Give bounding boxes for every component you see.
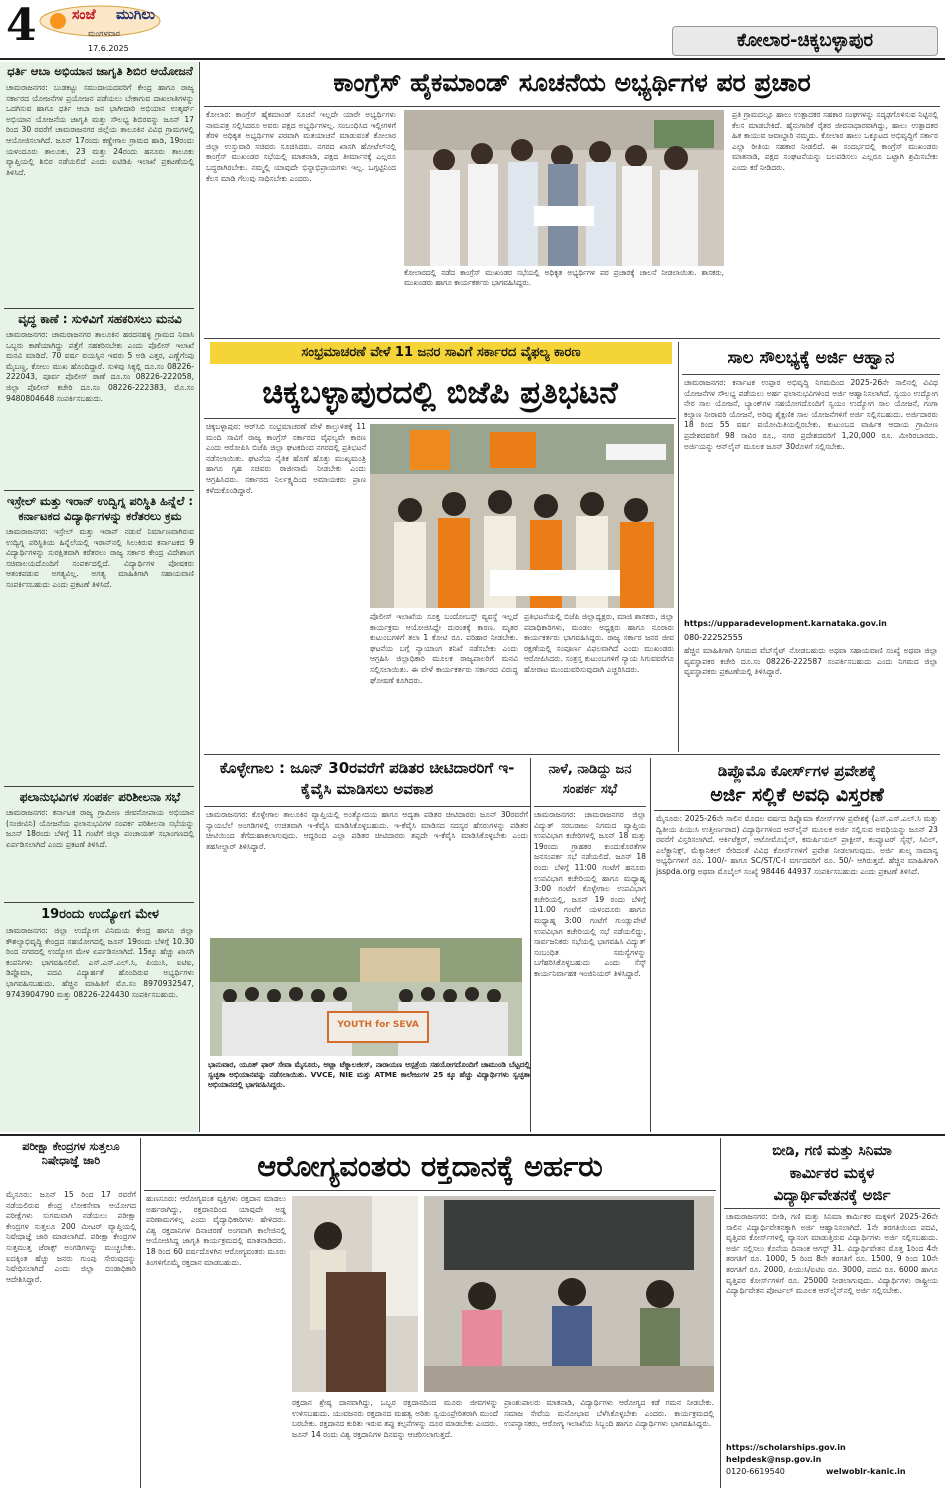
scholarship-body: ಚಾಮರಾಜನಗರ: ಬೀಡಿ, ಗಣಿ ಮತ್ತು ಸಿನಿಮಾ ಕಾರ್ಮಿಕರ ಮಕ್ಕಳಿಗೆ 2025-26ನೇ ಸಾಲಿನ ವಿದ್ಯಾರ್ಥಿವೇತನಕ್ಕಾಗಿ ಅರ್ಜಿ ಆಹ್ವಾನಿಸಲಾಗಿದೆ. 1ನೇ ತರಗತಿಯಿಂದ ಪದವಿ, ವೃತ್ತಿಪರ ಕೋರ್ಸ್‌ಗಳಲ್ಲಿ ವ್ಯಾಸಂಗ ಮಾಡುತ್ತಿರುವ ವಿದ್ಯಾರ್ಥಿಗಳು ಅರ್ಜಿ ಸಲ್ಲಿಸಬಹುದು. ಅರ್ಜಿ ಸಲ್ಲಿಸಲು ಕೊನೆಯ ದಿನಾಂಕ ಆಗಸ್ಟ್ 31. ವಿದ್ಯಾರ್ಥಿವೇತನ ಮೊತ್ತ 1ರಿಂದ 4ನೇ ತರಗತಿಗೆ ರೂ. 1000, 5 ರಿಂದ 8ನೇ ತರಗತಿಗೆ ರೂ. 1500, 9 ರಿಂದ 10ನೇ ತರಗತಿಗೆ ರೂ. 2000, ಪಿಯುಸಿ/ಐಟಿಐ ರೂ. 3000, ಪದವಿ ರೂ. 6000 ಹಾಗೂ ವೃತ್ತಿಪರ ಕೋರ್ಸ್‌ಗಳಿಗೆ ರೂ. 25000 ನೀಡಲಾಗುವುದು. ವಿದ್ಯಾರ್ಥಿಗಳು ರಾಷ್ಟ್ರೀಯ ವಿದ್ಯಾರ್ಥಿವೇತನ ಪೋರ್ಟಲ್ ಮೂಲಕ ಆನ್‌ಲೈನ್‌ನಲ್ಲಿ ಅರ್ಜಿ ಸಲ್ಲಿಸಬೇಕು. — [726, 1212, 938, 1296]
bjp-column-1: ಚಿಕ್ಕಬಳ್ಳಾಪುರ: ಆರ್‌ಸಿಬಿ ಸಂಭ್ರಮಾಚರಣೆ ವೇಳೆ ಕಾಲ್ತುಳಿತಕ್ಕೆ 11 ಮಂದಿ ಸಾವಿಗೆ ರಾಜ್ಯ ಕಾಂಗ್ರೆಸ್ ಸರ್ಕಾರದ ವೈಫಲ್ಯವೇ ಕಾರಣ ಎಂದು ಆರೋಪಿಸಿ ಬಿಜೆಪಿ ಜಿಲ್ಲಾ ಘಟಕದಿಂದ ನಗರದಲ್ಲಿ ಪ್ರತಿಭಟನೆ ನಡೆಸಲಾಯಿತು. ಘಟನೆಯ ನೈತಿಕ ಹೊಣೆ ಹೊತ್ತು ಮುಖ್ಯಮಂತ್ರಿ ಹಾಗೂ ಗೃಹ ಸಚಿವರು ರಾಜೀನಾಮೆ ನೀಡಬೇಕು ಎಂದು ಆಗ್ರಹಿಸಿದರು. ಸರ್ಕಾರದ ನಿರ್ಲಕ್ಷ್ಯದಿಂದ ಅಮಾಯಕರು ಪ್ರಾಣ ಕಳೆದುಕೊಂಡಿದ್ದಾರೆ. — [206, 422, 366, 495]
scholarship-headline-line1: ಬೀಡಿ, ಗಣಿ ಮತ್ತು ಸಿನಿಮಾ — [772, 1143, 892, 1159]
lead-column-3: ಪ್ರತಿ ಗ್ರಾಮದಲ್ಲೂ ಹಾಲು ಉತ್ಪಾದಕರ ಸಹಕಾರ ಸಂಘಗಳನ್ನು ಸದೃಢಗೊಳಿಸುವ ನಿಟ್ಟಿನಲ್ಲಿ ಕೆಲಸ ಮಾಡಬೇಕಿದೆ. ಹೈನುಗಾರಿಕೆ ರೈತರ ಜೀವನಾಧಾರವಾಗಿದ್ದು, ಹಾಲು ಉತ್ಪಾದಕರ ಹಿತ ಕಾಯುವ ಜವಾಬ್ದಾರಿ ನಮ್ಮದು. ಕೋಲಾರ ಹಾಲು ಒಕ್ಕೂಟದ ಅಭಿವೃದ್ಧಿಗೆ ಸರ್ಕಾರ ಎಲ್ಲಾ ರೀತಿಯ ಸಹಕಾರ ನೀಡಲಿದೆ. ಈ ಸಂದರ್ಭದಲ್ಲಿ ಕಾಂಗ್ರೆಸ್ ಮುಖಂಡರು ಮಾತನಾಡಿ, ಪಕ್ಷದ ಸಂಘಟನೆಯನ್ನು ಬಲಪಡಿಸಲು ಎಲ್ಲರೂ ಒಟ್ಟಾಗಿ ಶ್ರಮಿಸಬೇಕು ಎಂದು ಕರೆ ನೀಡಿದರು. — [732, 110, 938, 172]
scholarship-phone: 0120-6619540 — [726, 1467, 785, 1476]
exam-order-body: ಮೈಸೂರು: ಜೂನ್ 15 ರಿಂದ 17 ರವರೆಗೆ ನಡೆಯಲಿರುವ ಕೇಂದ್ರ ಲೋಕಸೇವಾ ಆಯೋಗದ ಪರೀಕ್ಷೆಗಳು ಸುಗಮವಾಗಿ ನಡೆಯಲು ಪರೀಕ್ಷಾ ಕೇಂದ್ರಗಳ ಸುತ್ತಲೂ 200 ಮೀಟರ್ ವ್ಯಾಪ್ತಿಯಲ್ಲಿ ನಿಷೇಧಾಜ್ಞೆ ಜಾರಿ ಮಾಡಲಾಗಿದೆ. ಪರೀಕ್ಷಾ ಕೇಂದ್ರಗಳ ಸುತ್ತಮುತ್ತ ಜೆರಾಕ್ಸ್ ಅಂಗಡಿಗಳನ್ನು ಮುಚ್ಚಬೇಕು. ಐದಕ್ಕಿಂತ ಹೆಚ್ಚು ಜನರು ಗುಂಪು ಸೇರುವುದನ್ನು ನಿಷೇಧಿಸಲಾಗಿದೆ ಎಂದು ಜಿಲ್ಲಾ ದಂಡಾಧಿಕಾರಿ ಆದೇಶಿಸಿದ್ದಾರೆ. — [6, 1190, 136, 1284]
left-article-1 — [6, 64, 194, 305]
diploma-headline-line2: ಅರ್ಜಿ ಸಲ್ಲಿಕೆ ಅವಧಿ ವಿಸ್ತರಣೆ — [710, 784, 884, 806]
lead-photo-caption: ಕೋಲಾರದಲ್ಲಿ ನಡೆದ ಕಾಂಗ್ರೆಸ್ ಮುಖಂಡರ ಸಭೆಯಲ್ಲಿ ಅಧಿಕೃತ ಅಭ್ಯರ್ಥಿಗಳ ಪರ ಪ್ರಚಾರಕ್ಕೆ ಚಾಲನೆ ನೀಡಲಾಯಿತು. ಶಾಸಕರು, ಮುಖಂಡರು ಹಾಗೂ ಕಾರ್ಯಕರ್ತರು ಭಾಗವಹಿಸಿದ್ದರು. — [404, 268, 724, 287]
article-body: ಚಾಮರಾಜನಗರ: ಜಿಲ್ಲಾ ಉದ್ಯೋಗ ವಿನಿಮಯ ಕೇಂದ್ರ ಹಾಗೂ ಜಿಲ್ಲಾ ಕೌಶಲ್ಯಾಭಿವೃದ್ಧಿ ಕೇಂದ್ರದ ಸಹಯೋಗದಲ್ಲಿ ಜೂನ್ 19ರಂದು ಬೆಳಿಗ್ಗೆ 10.30 ರಿಂದ ನಗರದಲ್ಲಿ ಉದ್ಯೋಗ ಮೇಳ ಏರ್ಪಡಿಸಲಾಗಿದೆ. 15ಕ್ಕೂ ಹೆಚ್ಚು ಖಾಸಗಿ ಕಂಪನಿಗಳು ಭಾಗವಹಿಸಲಿವೆ. ಎಸ್.ಎಸ್.ಎಲ್.ಸಿ, ಪಿಯುಸಿ, ಐಟಿಐ, ಡಿಪ್ಲೊಮಾ, ಪದವಿ ವಿದ್ಯಾರ್ಹತೆ ಹೊಂದಿರುವ ಅಭ್ಯರ್ಥಿಗಳು ಭಾಗವಹಿಸಬಹುದು. ಹೆಚ್ಚಿನ ಮಾಹಿತಿಗೆ ಮೊ.ಸಂ 8970932547, 9743904790 ಮತ್ತು 08226-224430 ಸಂಪರ್ಕಿಸಬಹುದು. — [6, 926, 194, 999]
diploma-body: ಮೈಸೂರು: 2025-26ನೇ ಸಾಲಿನ ಮೊದಲ ವರ್ಷದ ಡಿಪ್ಲೊಮಾ ಕೋರ್ಸ್‌ಗಳ ಪ್ರವೇಶಕ್ಕೆ (ಎಸ್.ಎಸ್.ಎಲ್.ಸಿ ಮತ್ತು ದ್ವಿತೀಯ ಪಿಯುಸಿ ಉತ್ತೀರ್ಣರಾದ) ವಿದ್ಯಾರ್ಥಿಗಳಿಂದ ಆನ್‌ಲೈನ್ ಮೂಲಕ ಅರ್ಜಿ ಸಲ್ಲಿಸುವ ಅವಧಿಯನ್ನು ಜೂನ್ 23 ರವರೆಗೆ ವಿಸ್ತರಿಸಲಾಗಿದೆ. ಆರ್ಕಿಟೆಕ್ಚರ್, ಆಟೋಮೊಬೈಲ್, ಕಮರ್ಷಿಯಲ್ ಪ್ರಾಕ್ಟೀಸ್, ಕಂಪ್ಯೂಟರ್ ಸೈನ್ಸ್, ಸಿವಿಲ್, ಎಲೆಕ್ಟ್ರಾನಿಕ್ಸ್, ಮೆಕ್ಯಾನಿಕಲ್ ಸೇರಿದಂತೆ ವಿವಿಧ ಕೋರ್ಸ್‌ಗಳಿಗೆ ಪ್ರವೇಶ ನೀಡಲಾಗುವುದು. ಅರ್ಜಿ ಶುಲ್ಕ ಸಾಮಾನ್ಯ ಅಭ್ಯರ್ಥಿಗಳಿಗೆ ರೂ. 100/- ಹಾಗೂ SC/ST/C-I ವರ್ಗದವರಿಗೆ ರೂ. 50/- ಆಗಿರುತ್ತದೆ. ಹೆಚ್ಚಿನ ಮಾಹಿತಿಗಾಗಿ jsspda.org ಅಥವಾ ಮೊಬೈಲ್ ಸಂಖ್ಯೆ 98446 44937 ಸಂಪರ್ಕಿಸಬಹುದು ಎಂದು ಪ್ರಕಟಣೆ ತಿಳಿಸಿದೆ. — [656, 814, 938, 876]
region-label: ಕೋಲಾರ-ಚಿಕ್ಕಬಳ್ಳಾಪುರ — [672, 26, 938, 56]
bjp-column-2: ಪೊಲೀಸ್ ಇಲಾಖೆಯ ಸೂಕ್ತ ಬಂದೋಬಸ್ತ್ ವ್ಯವಸ್ಥೆ ಇಲ್ಲದೆ ಕಾರ್ಯಕ್ರಮ ಆಯೋಜಿಸಿದ್ದೇ ದುರಂತಕ್ಕೆ ಕಾರಣ. ಮೃತರ ಕುಟುಂಬಗಳಿಗೆ ತಲಾ 1 ಕೋಟಿ ರೂ. ಪರಿಹಾರ ನೀಡಬೇಕು. ಘಟನೆಯ ಬಗ್ಗೆ ನ್ಯಾಯಾಂಗ ತನಿಖೆ ನಡೆಸಬೇಕು ಎಂದು ಆಗ್ರಹಿಸಿ ಜಿಲ್ಲಾಧಿಕಾರಿ ಮೂಲಕ ರಾಜ್ಯಪಾಲರಿಗೆ ಮನವಿ ಸಲ್ಲಿಸಲಾಯಿತು. ಈ ವೇಳೆ ಕಾರ್ಯಕರ್ತರು ಸರ್ಕಾರದ ವಿರುದ್ಧ ಘೋಷಣೆ ಕೂಗಿದರು. — [370, 612, 518, 685]
youth-for-seva-banner: YOUTH for SEVA — [337, 1020, 419, 1030]
left-article-4 — [6, 790, 194, 880]
blood-headline: ಆರೋಗ್ಯವಂತರು ರಕ್ತದಾನಕ್ಕೆ ಅರ್ಹರು — [257, 1149, 603, 1183]
loan-body-2: ಹೆಚ್ಚಿನ ಮಾಹಿತಿಗಾಗಿ ನಿಗಮದ ವೆಬ್‌ಸೈಟ್ ನೋಡಬಹುದು ಅಥವಾ ಸಹಾಯವಾಣಿ ಸಂಖ್ಯೆ ಅಥವಾ ಜಿಲ್ಲಾ ವ್ಯವಸ್ಥಾಪಕರ ಕಚೇರಿ ದೂ.ಸಂ 08226-222587 ಸಂಪರ್ಕಿಸಬಹುದು ಎಂದು ನಿಗಮದ ಜಿಲ್ಲಾ ವ್ಯವಸ್ಥಾಪಕರು ಪ್ರಕಟಣೆಯಲ್ಲಿ ತಿಳಿಸಿದ್ದಾರೆ. — [684, 646, 938, 677]
article-body: ಚಾಮರಾಜನಗರ: ಕರ್ನಾಟಕ ರಾಜ್ಯ ಗ್ರಾಮೀಣ ಜೀವನೋಪಾಯ ಅಭಿಯಾನ (ಸಂಜೀವಿನಿ) ಯೋಜನೆಯ ಫಲಾನುಭವಿಗಳ ಸಂಪರ್ಕ ಪರಿಶೀಲನಾ ಸಭೆಯನ್ನು ಜೂನ್ 18ರಂದು ಬೆಳಿಗ್ಗೆ 11 ಗಂಟೆಗೆ ಜಿಲ್ಲಾ ಪಂಚಾಯತ್ ಸಭಾಂಗಣದಲ್ಲಿ ಏರ್ಪಡಿಸಲಾಗಿದೆ ಎಂದು ಪ್ರಕಟಣೆ ತಿಳಿಸಿದೆ. — [6, 808, 194, 849]
scholarship-email-2: welwoblr-kanic.in — [826, 1467, 906, 1476]
ekyc-headline: ಕೊಳ್ಳೇಗಾಲ : ಜೂನ್ 30ರವರೆಗೆ ಪಡಿತರ ಚೀಟಿದಾರರಿಗೆ ಇ-ಕೈವೈಸಿ ಮಾಡಿಸಲು ಅವಕಾಶ — [219, 759, 515, 798]
headline: ಧರ್ತಿ ಆಬಾ ಅಭಿಯಾನ ಜಾಗೃತಿ ಶಿಬಿರ ಆಯೋಜನೆ — [7, 64, 193, 78]
left-article-3 — [6, 494, 194, 767]
left-article-2 — [6, 312, 194, 470]
janasampark-headline: ನಾಳೆ, ನಾಡಿದ್ದು ಜನ ಸಂಪರ್ಕ ಸಭೆ — [548, 762, 632, 797]
bjp-banner: ಸಂಭ್ರಮಾಚರಣೆ ವೇಳೆ 11 ಜನರ ಸಾವಿಗೆ ಸರ್ಕಾರದ ವೈಫಲ್ಯ ಕಾರಣ — [210, 342, 672, 364]
article-body: ಚಾಮರಾಜನಗರ: ಚಾಮರಾಜನಗರ ತಾಲೂಕಿನ ಹರದನಹಳ್ಳಿ ಗ್ರಾಮದ ನಿವಾಸಿ ಒಬ್ಬರು ಕಾಣೆಯಾಗಿದ್ದು ಪತ್ತೆಗೆ ಸಹಕರಿಸಬೇಕು ಎಂದು ಪೊಲೀಸ್ ಇಲಾಖೆ ಮನವಿ ಮಾಡಿದೆ. 70 ವರ್ಷ ವಯಸ್ಸಿನ ಇವರು 5 ಅಡಿ ಎತ್ತರ, ಎಣ್ಣೆಗೆಂಪು ಮೈಬಣ್ಣ, ಕೋಲು ಮುಖ ಹೊಂದಿದ್ದಾರೆ. ಸುಳಿವು ಸಿಕ್ಕಲ್ಲಿ ದೂ.ಸಂ 08226-222043, ಪೂರ್ವ ಪೊಲೀಸ್ ಠಾಣೆ ದೂ.ಸಂ 08226-222058, ಜಿಲ್ಲಾ ಪೊಲೀಸ್ ಕಚೇರಿ ದೂ.ಸಂ 08226-222383, ಮೊ.ಸಂ 9480804648 ಸಂಪರ್ಕಿಸಬಹುದು. — [6, 330, 194, 403]
blood-column-1: ಹುಣಸೂರು: ಆರೋಗ್ಯವಂತ ವ್ಯಕ್ತಿಗಳು ರಕ್ತದಾನ ಮಾಡಲು ಅರ್ಹರಾಗಿದ್ದು, ರಕ್ತದಾನದಿಂದ ಯಾವುದೇ ಅಡ್ಡ ಪರಿಣಾಮಗಳಿಲ್ಲ ಎಂದು ವೈದ್ಯಾಧಿಕಾರಿಗಳು ಹೇಳಿದರು. ವಿಶ್ವ ರಕ್ತದಾನಿಗಳ ದಿನಾಚರಣೆ ಅಂಗವಾಗಿ ಕಾಲೇಜಿನಲ್ಲಿ ಆಯೋಜಿಸಿದ್ದ ಜಾಗೃತಿ ಕಾರ್ಯಕ್ರಮದಲ್ಲಿ ಮಾತನಾಡಿದರು. 18 ರಿಂದ 60 ವರ್ಷದೊಳಗಿನ ಆರೋಗ್ಯವಂತರು ಮೂರು ತಿಂಗಳಿಗೊಮ್ಮೆ ರಕ್ತದಾನ ಮಾಡಬಹುದು. — [146, 1194, 286, 1267]
lead-column-1: ಕೋಲಾರ: ಕಾಂಗ್ರೆಸ್ ಹೈಕಮಾಂಡ್ ಸೂಚನೆ ಇಲ್ಲದೇ ಯಾರೇ ಅಭ್ಯರ್ಥಿಗಳು ನಾಮಪತ್ರ ಸಲ್ಲಿಸಿದರೂ ಅವರು ಪಕ್ಷದ ಅಭ್ಯರ್ಥಿಗಳಲ್ಲ. ಸಂಬಂಧಿಸಿದ ಇಲ್ಲೀಗಳಿಗೆ ತೆರಳಿ ಅಧಿಕೃತ ಅಭ್ಯರ್ಥಿಗಳ ಪರವಾಗಿ ಮತಯಾಚನೆ ಮಾಡುವಂತೆ ಕೋಲಾರ ಜಿಲ್ಲಾ ಉಸ್ತುವಾರಿ ಸಚಿವರು ಸೂಚಿಸಿದರು. ನಗರದ ಖಾಸಗಿ ಹೋಟೆಲ್‌ನಲ್ಲಿ ಕಾಂಗ್ರೆಸ್ ಮುಖಂಡರ ಸಭೆಯಲ್ಲಿ ಮಾತನಾಡಿ, ಪಕ್ಷದ ತೀರ್ಮಾನಕ್ಕೆ ಎಲ್ಲರೂ ಬದ್ಧರಾಗಿರಬೇಕು. ನಮ್ಮಲ್ಲಿ ಯಾವುದೇ ಭಿನ್ನಾಭಿಪ್ರಾಯಗಳು ಇಲ್ಲ. ಒಗ್ಗಟ್ಟಿನಿಂದ ಕೆಲಸ ಮಾಡಿ ಗೆಲುವು ಸಾಧಿಸಬೇಕು ಎಂದರು. — [206, 110, 396, 183]
loan-website: https://upparadevelopment.karnataka.gov.in — [684, 619, 887, 628]
loan-body: ಚಾಮರಾಜನಗರ: ಕರ್ನಾಟಕ ಉಪ್ಪಾರ ಅಭಿವೃದ್ಧಿ ನಿಗಮದಿಂದ 2025-26ನೇ ಸಾಲಿನಲ್ಲಿ ವಿವಿಧ ಯೋಜನೆಗಳ ಸೌಲಭ್ಯ ಪಡೆಯಲು ಅರ್ಹ ಫಲಾನುಭವಿಗಳಿಂದ ಅರ್ಜಿ ಆಹ್ವಾನಿಸಲಾಗಿದೆ. ಸ್ವಯಂ ಉದ್ಯೋಗ ನೇರ ಸಾಲ ಯೋಜನೆ, ಬ್ಯಾಂಕ್‌ಗಳ ಸಹಯೋಗದೊಂದಿಗೆ ಸ್ವಯಂ ಉದ್ಯೋಗ ಸಾಲ ಯೋಜನೆ, ಗಂಗಾ ಕಲ್ಯಾಣ ನೀರಾವರಿ ಯೋಜನೆ, ಅರಿವು ಶೈಕ್ಷಣಿಕ ಸಾಲ ಯೋಜನೆಗಳಿಗೆ ಅರ್ಜಿ ಸಲ್ಲಿಸಬಹುದು. ಅರ್ಜಿದಾರರು 18 ರಿಂದ 55 ವರ್ಷ ವಯೋಮಿತಿಯಲ್ಲಿರಬೇಕು. ಕುಟುಂಬದ ವಾರ್ಷಿಕ ಆದಾಯ ಗ್ರಾಮೀಣ ಪ್ರದೇಶದವರಿಗೆ 98 ಸಾವಿರ ರೂ., ನಗರ ಪ್ರದೇಶದವರಿಗೆ 1,20,000 ರೂ. ಮೀರಿರಬಾರದು. ಅರ್ಜಿಯನ್ನು ಆನ್‌ಲೈನ್ ಮೂಲಕ ಜೂನ್ 30ರೊಳಗೆ ಸಲ್ಲಿಸಬೇಕು. — [684, 378, 938, 451]
logo-part2: ಮುಗಿಲು — [116, 7, 155, 23]
janasampark-body: ಚಾಮರಾಜನಗರ: ಚಾಮರಾಜನಗರ ಜಿಲ್ಲಾ ವಿದ್ಯುತ್ ಸರಬರಾಜು ನಿಗಮದ ವ್ಯಾಪ್ತಿಯ ಉಪವಿಭಾಗ ಕಚೇರಿಗಳಲ್ಲಿ ಜೂನ್ 18 ಮತ್ತು 19ರಂದು ಗ್ರಾಹಕರ ಕುಂದುಕೊರತೆಗಳ ಜನಸಂಪರ್ಕ ಸಭೆ ನಡೆಯಲಿದೆ. ಜೂನ್ 18 ರಂದು ಬೆಳಿಗ್ಗೆ 11:00 ಗಂಟೆಗೆ ಹನೂರು ಉಪವಿಭಾಗ ಕಚೇರಿಯಲ್ಲಿ ಹಾಗೂ ಮಧ್ಯಾಹ್ನ 3:00 ಗಂಟೆಗೆ ಕೊಳ್ಳೇಗಾಲ ಉಪವಿಭಾಗ ಕಚೇರಿಯಲ್ಲಿ, ಜೂನ್ 19 ರಂದು ಬೆಳಿಗ್ಗೆ 11.00 ಗಂಟೆಗೆ ಯಳಂದೂರು ಹಾಗೂ ಮಧ್ಯಾಹ್ನ 3:00 ಗಂಟೆಗೆ ಗುಂಡ್ಲುಪೇಟೆ ಉಪವಿಭಾಗ ಕಚೇರಿಯಲ್ಲಿ ಸಭೆ ನಡೆಯಲಿದ್ದು, ಸಾರ್ವಜನಿಕರು ಸಭೆಯಲ್ಲಿ ಭಾಗವಹಿಸಿ ವಿದ್ಯುತ್ ಸಂಬಂಧಿತ ಸಮಸ್ಯೆಗಳನ್ನು ಬಗೆಹರಿಸಿಕೊಳ್ಳಬಹುದು ಎಂದು ಸೆಸ್ಕ್ ಕಾರ್ಯನಿರ್ವಾಹಕ ಇಂಜಿನಿಯರ್ ತಿಳಿಸಿದ್ದಾರೆ. — [534, 810, 646, 978]
weekday: ಮಂಗಳವಾರ — [88, 29, 121, 38]
headline: ವೃದ್ಧ ಕಾಣೆ : ಸುಳಿವಿಗೆ ಸಹಕರಿಸಲು ಮನವಿ — [18, 312, 182, 326]
scholarship-email: helpdesk@nsp.gov.in — [726, 1455, 822, 1464]
lead-headline: ಕಾಂಗ್ರೆಸ್ ಹೈಕಮಾಂಡ್ ಸೂಚನೆಯ ಅಭ್ಯರ್ಥಿಗಳ ಪರ ಪ್ರಚಾರ — [333, 68, 811, 97]
scholarship-headline-line2: ಕಾರ್ಮಿಕರ ಮಕ್ಕಳ — [789, 1164, 875, 1182]
diploma-headline-line1: ಡಿಪ್ಲೊಮೊ ಕೋರ್ಸ್‌ಗಳ ಪ್ರವೇಶಕ್ಕೆ — [717, 762, 877, 780]
scholarship-website: https://scholarships.gov.in — [726, 1443, 846, 1452]
issue-date: 17.6.2025 — [88, 44, 129, 53]
logo-part1: ಸಂಜೆ — [72, 7, 96, 23]
bjp-protest-photo — [370, 424, 674, 608]
loan-headline: ಸಾಲ ಸೌಲಭ್ಯಕ್ಕೆ ಅರ್ಜಿ ಆಹ್ವಾನ — [727, 348, 895, 368]
left-article-5 — [6, 906, 194, 1122]
blood-column-3: ಪ್ರಾಂಶುಪಾಲರು ಮಾತನಾಡಿ, ವಿದ್ಯಾರ್ಥಿಗಳು ಆರೋಗ್ಯದ ಕಡೆ ಗಮನ ನೀಡಬೇಕು. ಸಮಾಜ ಸೇವೆಯ ಮನೋಭಾವ ಬೆಳೆಸಿಕೊಳ್ಳಬೇಕು ಎಂದರು. ಕಾರ್ಯಕ್ರಮದಲ್ಲಿ ಉಪನ್ಯಾಸಕರು, ಆರೋಗ್ಯ ಇಲಾಖೆಯ ಸಿಬ್ಬಂದಿ ಹಾಗೂ ವಿದ್ಯಾರ್ಥಿಗಳು ಭಾಗವಹಿಸಿದ್ದರು. — [504, 1398, 714, 1429]
article-body: ಚಾಮರಾಜನಗರ: ಇಸ್ರೇಲ್ ಮತ್ತು ಇರಾನ್ ನಡುವೆ ನಿರ್ಮಾಣವಾಗಿರುವ ಉದ್ವಿಗ್ನ ಪರಿಸ್ಥಿತಿಯ ಹಿನ್ನೆಲೆಯಲ್ಲಿ ಇರಾನ್‌ನಲ್ಲಿ ಸಿಲುಕಿರುವ ಕರ್ನಾಟಕದ 9 ವಿದ್ಯಾರ್ಥಿಗಳನ್ನು ಸುರಕ್ಷಿತವಾಗಿ ಕರೆತರಲು ರಾಜ್ಯ ಸರ್ಕಾರ ಕೇಂದ್ರ ವಿದೇಶಾಂಗ ಸಚಿವಾಲಯದೊಂದಿಗೆ ಸಂಪರ್ಕದಲ್ಲಿದೆ. ವಿದ್ಯಾರ್ಥಿಗಳ ಪೋಷಕರು ಆತಂಕಪಡುವ ಅಗತ್ಯವಿಲ್ಲ. ಅಗತ್ಯ ಮಾಹಿತಿಗಾಗಿ ಸಹಾಯವಾಣಿ ಸಂಪರ್ಕಿಸಬಹುದು ಎಂದು ಪ್ರಕಟಣೆ ತಿಳಿಸಿದೆ. — [6, 527, 194, 589]
cleanup-drive-photo — [210, 938, 522, 1056]
headline: ಫಲಾನುಭವಿಗಳ ಸಂಪರ್ಕ ಪರಿಶೀಲನಾ ಸಭೆ — [19, 790, 181, 804]
ekyc-body: ಚಾಮರಾಜನಗರ: ಕೊಳ್ಳೇಗಾಲ ತಾಲೂಕಿನ ವ್ಯಾಪ್ತಿಯಲ್ಲಿ ಅಂತ್ಯೋದಯ ಹಾಗೂ ಆದ್ಯತಾ ಪಡಿತರ ಚೀಟಿದಾರರು ಜೂನ್ 30ರವರೆಗೆ ನ್ಯಾಯಬೆಲೆ ಅಂಗಡಿಗಳಲ್ಲಿ ಉಚಿತವಾಗಿ ಇ-ಕೆವೈಸಿ ಮಾಡಿಸಿಕೊಳ್ಳಬಹುದು. ಇ-ಕೆವೈಸಿ ಮಾಡಿಸದ ಸದಸ್ಯರ ಹೆಸರುಗಳನ್ನು ಪಡಿತರ ಚೀಟಿಯಿಂದ ತೆಗೆದುಹಾಕಲಾಗುವುದು. ಆದ್ದರಿಂದ ಎಲ್ಲಾ ಪಡಿತರ ಚೀಟಿದಾರರು ತಪ್ಪದೇ ಇ-ಕೆವೈಸಿ ಮಾಡಿಸಿಕೊಳ್ಳಬೇಕು ಎಂದು ತಹಸೀಲ್ದಾರ್ ತಿಳಿಸಿದ್ದಾರೆ. — [206, 810, 528, 851]
headline: 19ರಂದು ಉದ್ಯೋಗ ಮೇಳ — [41, 907, 159, 922]
article-body: ಚಾಮರಾಜನಗರ: ಬುಡಕಟ್ಟು ಸಮುದಾಯದವರಿಗೆ ಕೇಂದ್ರ ಹಾಗೂ ರಾಜ್ಯ ಸರ್ಕಾರದ ಯೋಜನೆಗಳ ಪ್ರಯೋಜನ ಪಡೆಯಲು ಬೇಕಾಗುವ ದಾಖಲಾತಿಗಳನ್ನು ಒದಗಿಸುವ ಹಾಗೂ ಧರ್ತಿ ಆಬಾ ಜನ ಭಾಗೀದಾರಿ ಅಭಿಯಾನ ಉತ್ಕರ್ಷ್ ಅಭಿಯಾನ ಯೋಜನೆಯ ಜಾಗೃತಿ ಮತ್ತು ಸೌಲಭ್ಯ ಶಿಬಿರವನ್ನು ಜೂನ್ 17 ರಿಂದ 30 ರವರೆಗೆ ಚಾಮರಾಜನಗರ ಜಿಲ್ಲೆಯ ತಾಲೂಕಿನ ವಿವಿಧ ಗ್ರಾಮಗಳಲ್ಲಿ ಆಯೋಜಿಸಲಾಗಿದೆ. ಜೂನ್ 17ರಂದು ಕಣ್ಣೇಗಾಲ ಗ್ರಾಮದ ಹಾಡಿ, 19ರಂದು ಯಳಂದೂರು ತಾಲೂಕು, 23 ಮತ್ತು 24ರಂದು ಹನೂರು ತಾಲೂಕು ವ್ಯಾಪ್ತಿಯಲ್ಲಿ ಶಿಬಿರ ನಡೆಯಲಿದೆ ಎಂದು ಐಟಿಡಿಪಿ ಇಲಾಖೆ ಪ್ರಕಟಣೆಯಲ್ಲಿ ತಿಳಿಸಿದೆ. — [6, 83, 194, 177]
loan-phone: 080-22252555 — [684, 633, 743, 642]
exam-order-headline: ಪರೀಕ್ಷಾ ಕೇಂದ್ರಗಳ ಸುತ್ತಲೂ ನಿಷೇಧಾಜ್ಞೆ ಜಾರಿ — [22, 1140, 120, 1167]
sun-icon — [50, 13, 66, 29]
page-number: 4 — [6, 0, 37, 51]
dignitaries-photo — [424, 1196, 714, 1392]
bjp-headline: ಚಿಕ್ಕಬಳ್ಳಾಪುರದಲ್ಲಿ ಬಿಜೆಪಿ ಪ್ರತಿಭಟನೆ — [262, 375, 618, 411]
cleanup-caption: ಭಾನುವಾರ, ಯೂತ್ ಫಾರ್ ಸೇವಾ ಮೈಸೂರು, ಅಟ್ಲಾ ಟೆಕ್ನಾಲಜೀಸ್, ನಾರಾಯಣ ಆಸ್ಪತ್ರೆಯ ಸಹಯೋಗದೊಂದಿಗೆ ಚಾಮುಂಡಿ ಬೆಟ್ಟದಲ್ಲಿ ಸ್ವಚ್ಛತಾ ಅಭಿಯಾನವನ್ನು ನಡೆಸಲಾಯಿತು. VVCE, NIE ಮತ್ತು ATME ಕಾಲೇಜುಗಳ 25 ಕ್ಕೂ ಹೆಚ್ಚು ವಿದ್ಯಾರ್ಥಿಗಳು ಸ್ವಚ್ಛತಾ ಅಭಿಯಾನದಲ್ಲಿ ಭಾಗವಹಿಸಿದ್ದರು. — [208, 1060, 530, 1089]
headline: ಇಸ್ರೇಲ್ ಮತ್ತು ಇರಾನ್ ಉದ್ವಿಗ್ನ ಪರಿಸ್ಥಿತಿ ಹಿನ್ನೆಲೆ : ಕರ್ನಾಟಕದ ವಿದ್ಯಾರ್ಥಿಗಳನ್ನು ಕರೆತರಲು ಕ್ರಮ — [7, 494, 193, 523]
bjp-column-3: ಪ್ರತಿಭಟನೆಯಲ್ಲಿ ಬಿಜೆಪಿ ಜಿಲ್ಲಾಧ್ಯಕ್ಷರು, ಮಾಜಿ ಶಾಸಕರು, ಜಿಲ್ಲಾ ಪದಾಧಿಕಾರಿಗಳು, ಮಂಡಲ ಅಧ್ಯಕ್ಷರು ಹಾಗೂ ನೂರಾರು ಕಾರ್ಯಕರ್ತರು ಭಾಗವಹಿಸಿದ್ದರು. ರಾಜ್ಯ ಸರ್ಕಾರ ಜನರ ಜೀವ ರಕ್ಷಣೆಯಲ್ಲಿ ಸಂಪೂರ್ಣ ವಿಫಲವಾಗಿದೆ ಎಂದು ಮುಖಂಡರು ಆರೋಪಿಸಿದರು. ಸಂತ್ರಸ್ತ ಕುಟುಂಬಗಳಿಗೆ ನ್ಯಾಯ ಸಿಗುವವರೆಗೂ ಹೋರಾಟ ಮುಂದುವರಿಸುವುದಾಗಿ ಎಚ್ಚರಿಸಿದರು. — [524, 612, 674, 674]
scholarship-headline-line3: ವಿದ್ಯಾರ್ಥಿವೇತನಕ್ಕೆ ಅರ್ಜಿ — [773, 1186, 891, 1204]
blood-column-2: ರಕ್ತದಾನ ಶ್ರೇಷ್ಠ ದಾನವಾಗಿದ್ದು, ಒಬ್ಬರ ರಕ್ತದಾನದಿಂದ ಮೂರು ಜೀವಗಳನ್ನು ಉಳಿಸಬಹುದು. ಯುವಜನರು ರಕ್ತದಾನದ ಮಹತ್ವ ಅರಿತು ಸ್ವಯಂಪ್ರೇರಿತರಾಗಿ ಮುಂದೆ ಬರಬೇಕು. ರಕ್ತದಾನದ ಕುರಿತು ಇರುವ ತಪ್ಪು ಕಲ್ಪನೆಗಳನ್ನು ದೂರ ಮಾಡಬೇಕು ಎಂದರು. ಜೂನ್ 14 ರಂದು ವಿಶ್ವ ರಕ್ತದಾನಿಗಳ ದಿನವನ್ನು ಆಚರಿಸಲಾಗುತ್ತದೆ. — [292, 1398, 498, 1439]
lead-photo — [404, 110, 724, 266]
speaker-photo — [292, 1196, 418, 1392]
